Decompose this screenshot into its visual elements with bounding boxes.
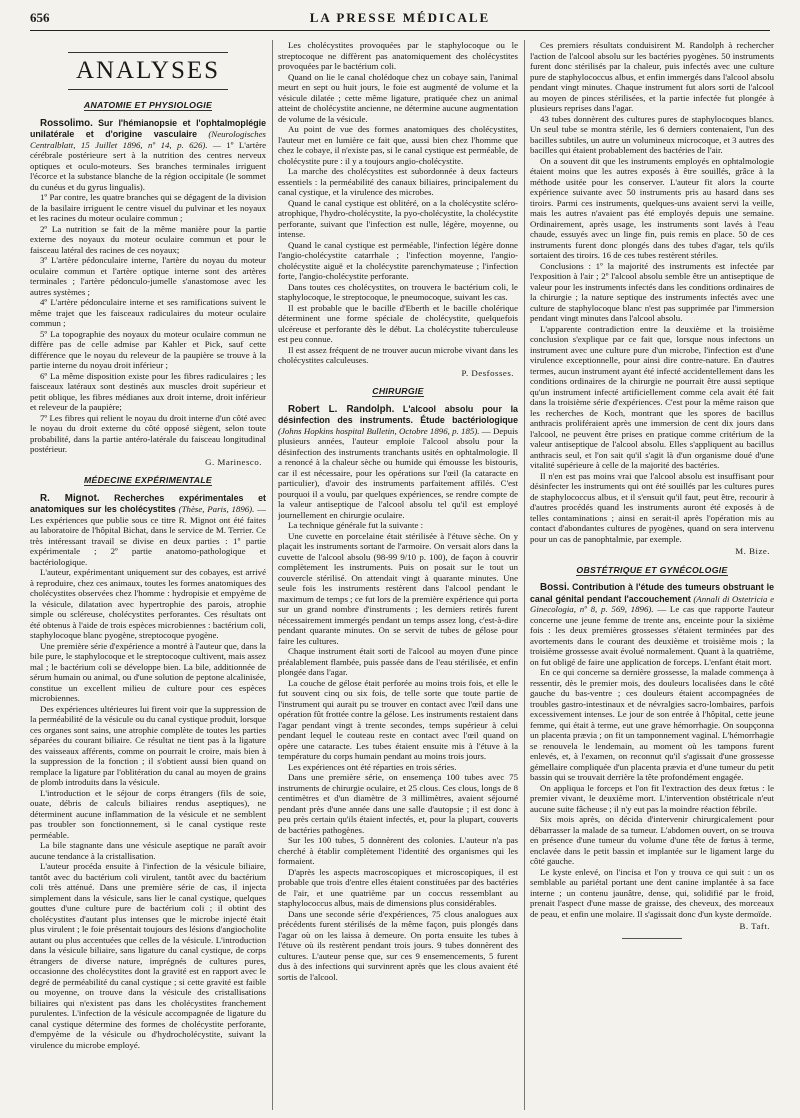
paragraph: Six mois après, on décida d'intervenir chirurgicalement pour débarrasser la malade de sa tumeur. L'abdomen ouvert, on se trouva en présence d'une tumeur du volume d'une tête de fœtus à terme, enclavée dans le petit bassin et implantée sur le ligament large du côté gauche.: [530, 814, 774, 866]
article-author: Robert L. Randolph.: [288, 403, 395, 415]
paragraph: L'auteur procéda ensuite à l'infection de la vésicule biliaire, tantôt avec du bactérium coli virulent, tantôt avec du bactérium coli très atténué. Dans une première série de cas, il injecta simplement dans la vésicule, sans lier le canal cystique, quelques gouttes d'une culture pure de bactérium coli ; il obtint des cholécystites d'autant plus intenses que le microbe injecté était plus virulent ; le foie présentait toujours des lésions d'angiocholite autant ou plus accentuées que celles de la vésicule. L'introduction dans la vésicule biliaire, sans ligature du canal cystique, de corps étrangers de diverse nature, imprégnés de cultures pures, occasionne des cholécystites dont la gravité est en rapport avec le degré de perméabilité du canal cystique ; si cette gravité est faible ou moyenne, on trouve dans la vésicule des cristallisations biliaires qui n'existent pas dans les cholécystites franchement purulentes. L'infection de la vésicule accompagnée de ligature du canal cystique détermine des formes de cholécystite perforante, d'empyème de la vésicule ou d'hydrocholécystite, suivant la virulence du microbe employé.: [30, 861, 266, 1050]
paragraph: La bile stagnante dans une vésicule aseptique ne paraît avoir aucune tendance à la cristallisation.: [30, 840, 266, 861]
section-heading-obstetrics: OBSTÉTRIQUE ET GYNÉCOLOGIE: [576, 564, 728, 575]
paragraph: Sur les 100 tubes, 5 donnèrent des colonies. L'auteur n'a pas cherché à établir complètement l'identité des organismes qui les formaient.: [278, 835, 518, 866]
section-heading-anatomy: ANATOMIE ET PHYSIOLOGIE: [83, 100, 213, 110]
section-heading-experimental: MÉDECINE EXPÉRIMENTALE: [83, 475, 213, 485]
paragraph: Dans toutes ces cholécystites, on trouvera le bactérium coli, le staphylocoque, le streptocoque, le pneumocoque, suivant les cas.: [278, 281, 518, 302]
article-citation: (Neurologisches Centralblatt, 15 Juillet 1896, nº 14, p. 626). —: [30, 129, 266, 150]
paragraph: 7º Les fibres qui relient le noyau du droit interne d'un côté avec le noyau du droit externe du côté opposé siègent, selon toute probabilité, dans la partie antéro-latérale du faisceau longitudinal postérieur.: [30, 412, 266, 454]
article-heading: Sur l'hémianopsie et l'ophtalmoplégie unilatérale et d'origine vasculaire: [30, 117, 266, 139]
article-citation: (Johns Hopkins hospital Bulletin, Octobre 1896, p. 185).: [278, 425, 480, 436]
page-header: [30, 8, 770, 31]
column-2: [278, 40, 518, 1110]
paragraph: Dans une seconde série d'expériences, 75 clous analogues aux précédents furent stérilisés de la même façon, puis plongés dans l'agar où on les laissa à demeure. On porta ensuite les tubes à l'étuve où ils restèrent pendant trois jours. 9 tubes donnèrent des cultures. L'auteur pense que, sur ces 9 ensemencements, 5 furent dus à des infections qui survinrent après que les clous avaient été sortis de l'alcool.: [278, 908, 518, 982]
paragraph: D'après les aspects macroscopiques et microscopiques, il est probable que trois d'entre elles étaient constituées par des bactéries de l'air, et une quatrième par un coccus ressemblant au staphylococcus albus, mais de dimensions plus considérables.: [278, 866, 518, 908]
article-lead: [530, 582, 774, 667]
paragraph: On appliqua le forceps et l'on fit l'extraction des deux fœtus : le premier vivant, le deuxième mort. L'intervention obstétricale n'eut aucune suite fâcheuse ; il n'y eut pas la moindre réaction fébrile.: [530, 782, 774, 814]
article-heading: L'alcool absolu pour la désinfection des instruments. Étude bactériologique: [278, 403, 518, 425]
article-author: Bossi.: [540, 582, 570, 593]
paragraph: 1º Par contre, les quatre branches qui se dégagent de la division de la basilaire irriguent le centre visuel du pulvinar et les noyaux et les racines du moteur oculaire commun ;: [30, 192, 266, 223]
column-3: [530, 40, 774, 1110]
paragraph: Des expériences ultérieures lui firent voir que la suppression de la perméabilité de la vésicule ou du canal cystique produit, lorsque ces organes sont sains, une atrophie complète de toutes les parties séparées du courant biliaire. Ce résultat ne tient pas à la ligature des vaisseaux afférents, comme on pourrait le croire, mais bien à la suppression de la fonction ; il s'obtient aussi bien quand on remplace la ligature par l'oblitération du canal au moyen de grains de plomb introduits dans la vésicule.: [30, 703, 266, 787]
paragraph: Au point de vue des formes anatomiques des cholécystites, l'auteur met en lumière ce fait que, aussi bien chez l'homme que chez le cobaye, il n'existe pas, si le canal cystique est perméable, de cholécystite pure : il y a toujours angio-cholécystite.: [278, 124, 518, 166]
article-lead: [30, 118, 266, 193]
article-signature: B. Taft.: [739, 921, 770, 931]
paragraph: Quand le canal cystique est perméable, l'infection légère donne l'angio-cholécystite catarrhale ; l'infection moyenne, l'angio-cholécystite aiguë et la cholécystite parenchymateuse ; l'infection forte, l'angio-cholécystite perforante.: [278, 239, 518, 281]
paragraph: L'apparente contradiction entre la deuxième et la troisième conclusion s'explique par ce fait que, lorsque nous infectons un instrument avec une culture pure d'un microbe, l'infection est d'une virulence exceptionnelle, pour ainsi dire contre-nature. En d'autres termes, aucun instrument ayant été infecté accidentellement dans les conditions ordinaires de la chirurgie ne pourrait être aussi septique qu'un instrument infecté artificiellement comme cela avait été fait dans la troisième série d'expériences. C'est pour la même raison que les recherches de Koch, montrant que les spores de bacillus anthracis proliféraient après une immersion de cent dix jours dans l'alcool, ne peuvent être prises en pratique comme critérium de la valeur antiseptique de l'alcool absolu. Elles s'appliquent au bacillus anthracis seul, et l'on sait qu'il s'agit là d'un organisme doué d'une vitalité supérieure à celle de la majorité des bactéries.: [530, 323, 774, 470]
article-author: R. Mignot.: [40, 492, 100, 504]
paragraph: Il est assez fréquent de ne trouver aucun microbe vivant dans les cholécystites calculeuses.: [278, 344, 518, 365]
paragraph: L'auteur, expérimentant uniquement sur des cobayes, est arrivé à reproduire, chez ces animaux, toutes les formes anatomiques des cholécystites observées chez l'homme : hydropisie et empyème de la vésicule, dilatation avec hypertrophie des parois, atrophie simple ou scléreuse, cholécystites perforantes. Ces résultats ont été obtenus à l'aide de trois espèces microbiennes : bactérium coli, staphylocoque blanc pyogène, streptocoque pyogène.: [30, 567, 266, 640]
paragraph: — Le cas que rapporte l'auteur concerne une jeune femme de trente ans, enceinte pour la sixième fois : les deux premières grossesses s'étaient terminées par des avortements dans le courant des deuxième et troisième mois ; la troisième grossesse avait évolué normalement. Quant à la quatrième, on fut obligé de faire une application de forceps. L'enfant était mort.: [530, 604, 774, 667]
article-rossolimo: [30, 118, 266, 468]
article-randolph: [278, 404, 518, 983]
paragraph: Le kyste enlevé, on l'incisa et l'on y trouva ce qui suit : un os semblable au pariétal portant une dent canine implantée à sa face interne ; un contenu jaunâtre, dense, qui, solidifié par le froid, prenait l'aspect d'une masse de graisse, des cheveux, des morceaux de peau, et enfin une molaire. Il s'agissait donc d'un kyste dermoïde.: [530, 866, 774, 919]
paragraph: Dans une première série, on ensemença 100 tubes avec 75 instruments de chirurgie oculaire, et 25 clous. Ces clous, longs de 8 centimètres et d'un diamètre de 3 millimètres, avaient séjourné pendant près d'une année dans une salle d'autopsie ; il est donc à peu près certain qu'ils étaient infectés, et, pour la plupart, couverts de bactéries pathogènes.: [278, 772, 518, 835]
paragraph: La marche des cholécystites est subordonnée à deux facteurs essentiels : la perméabilité des canaux biliaires, principalement du canal cystique, et la virulence des microbes.: [278, 166, 518, 197]
paragraph: 1º L'artère cérébrale postérieure sert à la nutrition des centres nerveux optiques et oculo-moteurs. Ses branches terminales irriguent l'écorce et la substance blanche de la région occipitale (le sommet du cunéus et du gyrus lingualis).: [30, 139, 266, 192]
paragraph: Les expériences ont été réparties en trois séries.: [288, 761, 457, 772]
article-citation: (Thèse, Paris, 1896).: [178, 504, 255, 514]
paragraph: — Les expériences que publie sous ce titre R. Mignot ont été faites au laboratoire de l'hôpital Bichat, dans le service de M. Terrier. Ce très intéressant travail se divise en deux parties : 1º partie expérimentale ; 2º partie anatomo-pathologique et bactériologique.: [30, 504, 266, 567]
paragraph: Conclusions : 1º la majorité des instruments est infectée par l'exposition à l'air ; 2º l'alcool absolu semble être un antiseptique de valeur pour les instruments infectés dans les conditions ordinaires de la chirurgie ; la nature septique des instruments infectés avec une culture de staphylocoque blanc n'est pas supprimée par l'immersion pendant vingt minutes dans l'alcool absolu.: [530, 260, 774, 323]
journal-title: LA PRESSE MÉDICALE: [309, 10, 491, 25]
section-heading-surgery: CHIRURGIE: [372, 386, 424, 396]
article-lead: [30, 493, 266, 568]
paragraph: La couche de gélose était perforée au moins trois fois, et elle le fut souvent cinq ou six fois, de telle sorte que toute partie de l'instrument qui aurait pu se trouver en contact avec l'œil dans une opération fût frottée contre la gélose. Les instruments restaient dans l'agar pendant vingt à trente secondes, temps supérieur à celui pendant lequel le couteau reste en contact avec l'œil quand on opère une cataracte. Les tubes étaient ensuite mis à l'étuve à la température du corps humain pendant au moins trois jours.: [278, 677, 518, 761]
paragraph: Il n'en est pas moins vrai que l'alcool absolu est insuffisant pour désinfecter les instruments qui ont été souillés par les cultures pures de staphylococcus albus, et il s'ensuit qu'il faut, peut être, recourir à d'autres procédés quand les instruments auront été exposés à de telles contaminations ; ainsi en serait-il après l'opération mis au contact d'abondantes cultures de pyogènes, quand on sera intervenu pour un cas de panophtalmie, par exemple.: [530, 470, 774, 544]
article-signature: P. Desfosses.: [461, 367, 514, 378]
paragraph: On a souvent dit que les instruments employés en ophtalmologie étaient moins que les autres exposés à être souillés, grâce à la méthode usitée pour les conserver. L'auteur fit alors la courte expérience suivante avec 50 instruments pris au hasard dans ses tiroirs. Parmi ces instruments, quelques-uns avaient servi la veille, mais les autres n'avaient pas été employés depuis une semaine. Ordinairement, après usage, les instruments sont lavés à l'eau chaude, essuyés avec un linge fin, puis remis en place. 50 de ces instruments furent donc plongés dans des tubes d'agar, tels qu'ils sortaient des tiroirs. 16 de ces tubes restèrent stériles.: [530, 155, 774, 260]
article-bossi: [530, 582, 774, 939]
article-citation: (Annali di Ostetricia e Ginecologia, nº 8, p. 569, 1896).: [530, 593, 774, 614]
paragraph: La technique générale fut la suivante :: [288, 520, 424, 530]
article-lead: [278, 404, 518, 521]
paragraph: 43 tubes donnèrent des cultures pures de staphylocoques blancs. Un seul tube se montra stérile, les 6 derniers contenaient, l'un des bacilles subtiles, un autre un volumineux microcoque, et 3 autres des bacilles qui étaient probablement des bactéries de l'air.: [530, 113, 774, 155]
column-divider: [524, 40, 525, 1110]
article-author: Rossolimo.: [40, 117, 93, 129]
paragraph: 6º La même disposition existe pour les fibres radiculaires ; les faisceaux latéraux sont destinés aux muscles droit supérieur et petit oblique, les fibres médianes aux droit interne, droit inférieur et releveur de la paupière;: [30, 370, 266, 412]
article-signature: M. Bize.: [735, 546, 770, 556]
paragraph: Une première série d'expérience a montré à l'auteur que, dans la bile pure, le staphylocoque et le streptocoque cultivent, mais assez mal ; le bactérium coli se développe bien. La bile, additionnée de sérum humain ou animal, ou d'une solution de peptone alcalinisée, constitue un excellent milieu de culture pour ces espèces microbiennes.: [30, 640, 266, 703]
page-title: ANALYSES: [68, 52, 228, 90]
paragraph: 3º L'artère pédonculaire interne, l'artère du noyau du moteur oculaire commun et l'artère optique interne sont des artères terminales ; l'artère pédonculo-jumelle s'anastomose avec les autres systèmes ;: [30, 255, 266, 297]
article-signature: G. Marinesco.: [205, 456, 262, 467]
article-heading: Recherches expérimentales et anatomiques sur les cholécystites: [30, 492, 266, 514]
paragraph: 4º L'artère pédonculaire interne et ses ramifications suivent le même trajet que les faisceaux radiculaires du moteur oculaire commun ;: [30, 297, 266, 328]
end-rule: [622, 938, 682, 939]
paragraph: 5º La topographie des noyaux du moteur oculaire commun ne diffère pas de celle admise par Kahler et Pick, sauf cette différence que le noyau du releveur de la paupière se trouve à la partie interne du noyau droit inférieur ;: [30, 328, 266, 370]
paragraph: Il est probable que le bacille d'Eberth et le bacille cholérique déterminent une forme spéciale de cholécystite, quelquefois ulcéreuse et perforante dès le début. La cholécystite tuberculeuse est peu connue.: [278, 302, 518, 344]
paragraph: — Depuis plusieurs années, l'auteur emploie l'alcool absolu pour la désinfection des instruments tranchants usités en ophtalmologie. Il a renoncé à la chaleur sèche ou humide qui émousse les bistouris, car il est nécessaire, pour les opérations sur l'œil (la cataracte en particulier), d'avoir des instruments parfaitement affilés. C'est pourquoi il a voulu, par quelques expériences, se rendre compte de la valeur antiseptique de l'alcool absolu tel qu'il est employé journellement en chirurgie oculaire.: [278, 425, 518, 520]
column-1: [30, 40, 266, 1110]
paragraph: En ce qui concerne sa dernière grossesse, la malade commença à ressentir, dès le premier mois, des douleurs localisées dans le côté gauche du bas-ventre ; ces douleurs étaient accompagnées de troubles gastro-intestinaux et de névralgies sacro-lombaires, parfois excessivement intenses. Le jour de son entrée à l'hôpital, cette jeune femme, qui était à terme, eut une grave hémorrhagie. On soupçonna un placenta prævia ; on fit un tamponnement vaginal. L'hémorrhagie se renouvela le lendemain, au moment où les tampons furent enlevés, et, à l'examen, on reconnut qu'il s'agissait d'une grossesse gémellaire compliquée d'un placenta prævia et d'une tumeur du petit bassin qui se trouvait derrière la tête profondément engagée.: [530, 667, 774, 782]
page-number: 656: [30, 10, 50, 25]
paragraph: Chaque instrument était sorti de l'alcool au moyen d'une pince préalablement flambée, puis passée dans de l'eau stérilisée, et enfin plongée dans l'agar.: [278, 646, 518, 677]
paragraph: L'introduction et le séjour de corps étrangers (fils de soie, ouate, débris de calculs biliaires rendus aseptiques), ne déterminent aucune inflammation de la vésicule et ne semblent pas troubler son fonctionnement, si le canal cystique reste perméable.: [30, 787, 266, 840]
column-divider: [272, 40, 273, 1110]
paragraph: Les cholécystites provoquées par le staphylocoque ou le streptocoque ne diffèrent pas anatomiquement des cholécystites provoquées par le bactérium coli.: [278, 40, 518, 71]
paragraph: Ces premiers résultats conduisirent M. Randolph à rechercher l'action de l'alcool absolu sur les bactéries pyogènes. 50 instruments furent donc stérilisés par la chaleur, puis infectés avec une culture pure de staphylococcus albus, et enfin immergés dans l'alcool absolu pendant vingt minutes. Chaque instrument fut alors sorti de l'alcool au moyen de pinces stérilisées, et la partie infectée fut plongée à plusieurs reprises dans l'agar.: [530, 40, 774, 113]
paragraph: Une cuvette en porcelaine était stérilisée à l'étuve sèche. On y plaçait les instruments sortant de l'armoire. On versait alors dans la cuvette de l'alcool absolu (98-99 9/10 p. 100), de façon à couvrir complètement les instruments. Puis on posait sur le tout un couvercle stérilisé. On attendait vingt à quarante minutes. Une seule fois les instruments restèrent dans l'alcool pendant le maximum de temps ; ce fut lors de la première expérience qui porta sur un grand nombre d'instruments ; les derniers retirés furent nécessairement immergés pendant un temps assez long, c'est-à-dire pendant quarante minutes. On se servit de tubes de gélose pour faire les cultures.: [278, 530, 518, 646]
paragraph: Quand on lie le canal cholédoque chez un cobaye sain, l'animal meurt en sept ou huit jours, le foie est augmenté de volume et la vésicule dilatée ; cette même ligature, pratiquée chez un animal atteint de cholécystite ancienne, ne détermine aucune augmentation de volume de la vésicule.: [278, 71, 518, 124]
paragraph: Quand le canal cystique est oblitéré, on a la cholécystite scléro-atrophique, l'hydro-cholécystite, la pyo-cholécystite, la cholécystite perforante, suivant que l'infection est nulle, légère, moyenne, ou intense.: [278, 197, 518, 239]
article-mignot: [30, 493, 266, 1051]
paragraph: 2º La nutrition se fait de la même manière pour la partie externe des noyaux du moteur oculaire commun et pour le faisceau latéral des racines de ces noyaux;: [30, 223, 266, 255]
article-heading: Contribution à l'étude des tumeurs obstruant le canal génital pendant l'accouchement: [530, 582, 774, 604]
